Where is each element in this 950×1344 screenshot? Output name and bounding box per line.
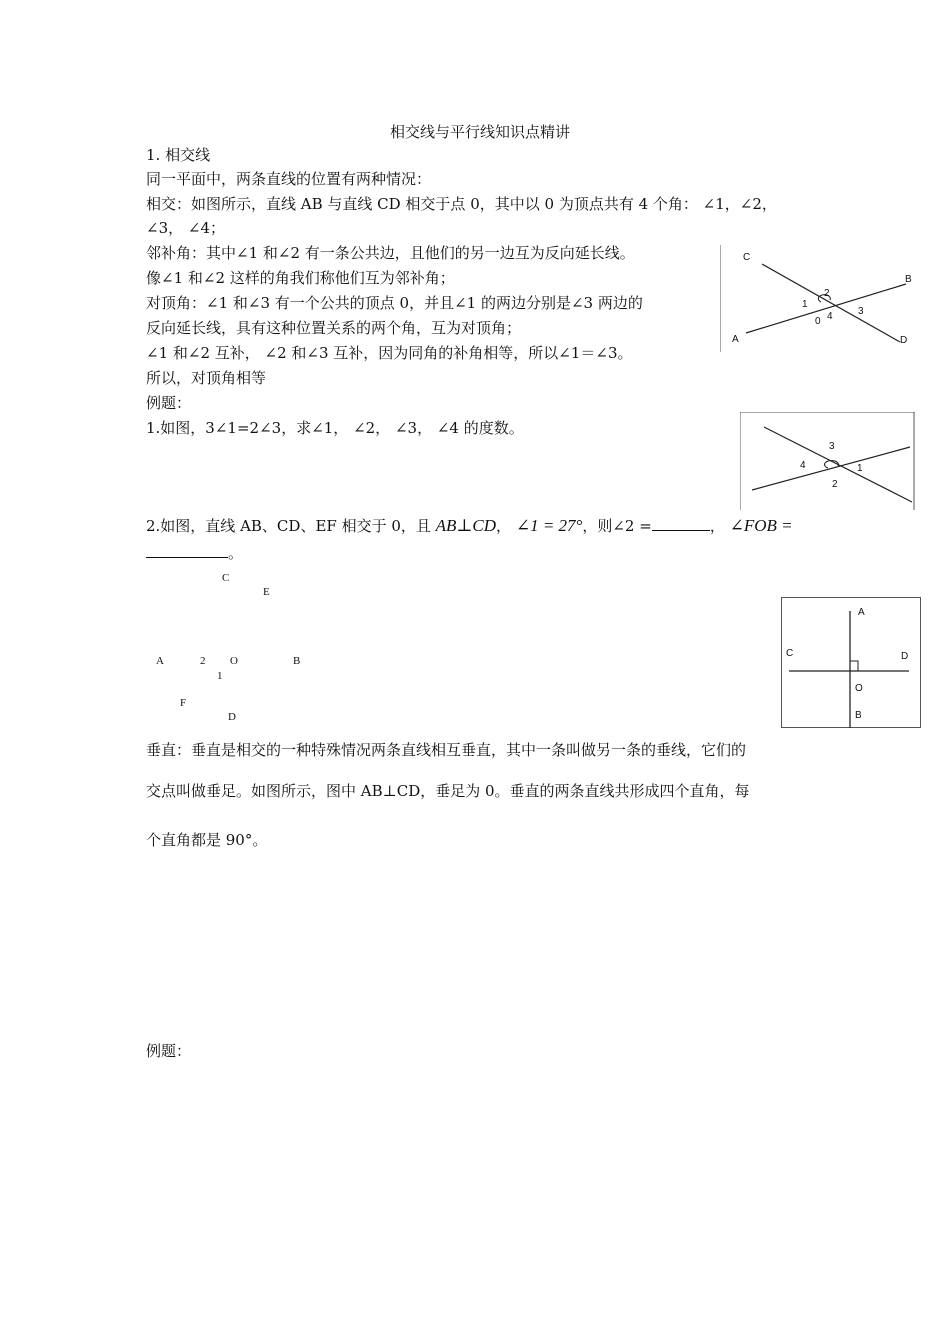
paragraph-line: 反向延长线，具有这种位置关系的两个角，互为对顶角；: [146, 319, 522, 337]
point-label: O: [230, 655, 238, 667]
angle-label: 1: [217, 670, 223, 682]
q2-sep: ，: [496, 517, 512, 535]
point-label: C: [222, 572, 230, 584]
point-label: C: [786, 648, 794, 659]
answer-blank-1[interactable]: [652, 530, 710, 531]
paragraph-line: 像∠1 和∠2 这样的角我们称他们互为邻补角；: [146, 269, 455, 287]
angle-label: 3: [858, 306, 864, 317]
paragraph-line: ∠3， ∠4；: [146, 219, 225, 237]
paragraph-line: 垂直：垂直是相交的一种特殊情况两条直线相互垂直，其中一条叫做另一条的垂线，它们的: [146, 741, 747, 759]
answer-blank-2[interactable]: [146, 557, 228, 558]
section-heading: 1. 相交线: [146, 146, 211, 164]
page-title: 相交线与平行线知识点精讲: [390, 123, 571, 141]
angle-label: 1: [857, 463, 863, 474]
figure-intersecting-lines-2: [740, 412, 915, 510]
q2-angle-expr: ∠1 = 27°: [515, 516, 583, 535]
paragraph-line: 所以，对顶角相等: [146, 369, 267, 387]
figure-perpendicular: [781, 597, 921, 728]
example-label: 例题：: [146, 394, 192, 412]
point-label: A: [156, 655, 164, 667]
point-label: B: [855, 710, 862, 721]
paragraph-line: 个直角都是 90°。: [146, 831, 268, 849]
point-label: A: [732, 334, 739, 345]
point-label: D: [228, 711, 236, 723]
point-label: 0: [815, 316, 821, 327]
paragraph-line: 同一平面中，两条直线的位置有两种情况：: [146, 170, 432, 188]
figure-2-svg: [740, 412, 915, 510]
point-label: C: [743, 252, 751, 263]
figure-intersecting-lines-1: [720, 244, 915, 352]
angle-label: 2: [200, 655, 206, 667]
point-label: F: [180, 697, 187, 709]
q2-sep: ，: [709, 517, 725, 535]
angle-label: 1: [802, 299, 808, 310]
point-label: B: [293, 655, 301, 667]
point-label: D: [901, 651, 909, 662]
paragraph-line: 相交：如图所示，直线 AB 与直线 CD 相交于点 0，其中以 0 为顶点共有 4 个角： ∠1，∠2，: [146, 195, 777, 213]
question-2: [146, 516, 793, 536]
question-1: 1.如图，3∠1=2∠3，求∠1， ∠2， ∠3， ∠4 的度数。: [146, 419, 524, 437]
paragraph-line: 邻补角：其中∠1 和∠2 有一条公共边，且他们的另一边互为反向延长线。: [146, 244, 635, 262]
q2-mid: ，则∠2 =: [582, 517, 652, 535]
angle-label: 3: [829, 441, 835, 452]
example-label: 例题：: [146, 1042, 192, 1060]
point-label: A: [858, 607, 865, 618]
q2-fob-expr: ∠FOB =: [729, 516, 793, 535]
q2-end: 。: [228, 544, 244, 562]
paragraph-line: 对顶角：∠1 和∠3 有一个公共的顶点 0，并且∠1 的两边分别是∠3 两边的: [146, 294, 643, 312]
paragraph-line: 交点叫做垂足。如图所示，图中 AB⊥CD，垂足为 0。垂直的两条直线共形成四个直角，每: [146, 782, 750, 800]
point-label: B: [905, 274, 912, 285]
q2-perp-expr: AB⊥CD: [435, 516, 497, 535]
point-label: O: [855, 683, 863, 694]
point-label: E: [263, 586, 270, 598]
figure-4-svg: [781, 597, 921, 728]
angle-label: 4: [800, 460, 806, 471]
q2-line2: [146, 543, 243, 563]
paragraph-line: ∠1 和∠2 互补， ∠2 和∠3 互补，因为同角的补角相等，所以∠1＝∠3。: [146, 344, 633, 362]
point-label: D: [900, 335, 908, 346]
angle-label: 2: [824, 288, 830, 299]
q2-prefix: 2.如图，直线 AB、CD、EF 相交于 0，且: [146, 517, 431, 535]
angle-label: 4: [827, 311, 833, 322]
angle-label: 2: [832, 479, 838, 490]
figure-three-lines-labels: [150, 570, 320, 730]
